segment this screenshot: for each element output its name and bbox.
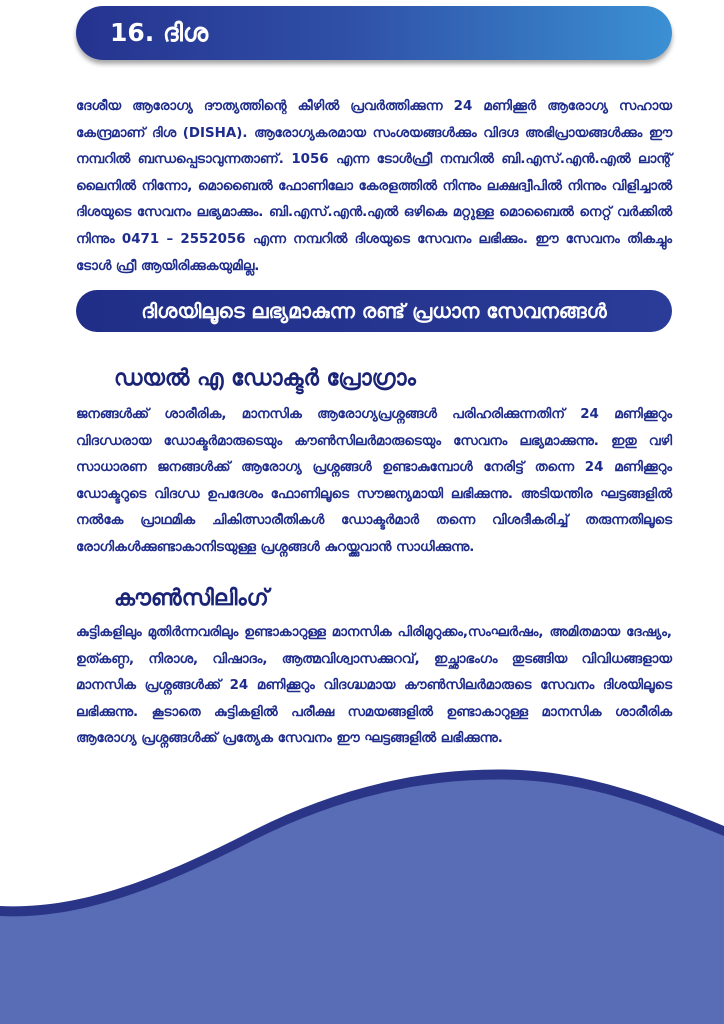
counselling-heading: കൗൺസിലിംഗ് [114, 586, 269, 611]
page-title-bar [76, 6, 672, 60]
intro-paragraph: ദേശീയ ആരോഗ്യ ദൗത്യത്തിന്റെ കീഴിൽ പ്രവർത്തിക്കുന്ന 24 മണിക്കൂർ ആരോഗ്യ സഹായ കേന്ദ്രമാണ് ദിശ (DISHA). ആരോഗ്യകരമായ സംശയങ്ങൾക്കും വിദഗ്ദ അഭിപ്രായങ്ങൾക്കും ഈ നമ്പറിൽ ബന്ധപ്പെടാവുന്നതാണ്. 1056 എന്ന ടോൾഫ്രീ നമ്പറിൽ ബി.എസ്.എൻ.എൽ ലാന്റ് ലൈനിൽ നിന്നോ, മൊബൈൽ ഫോണിലോ കേരളത്തിൽ നിന്നും ലക്ഷദ്വീപിൽ നിന്നും വിളിച്ചാൽ ദിശയുടെ സേവനം ലഭ്യമാക്കും. ബി.എസ്.എൻ.എൽ ഒഴികെ മറ്റുള്ള മൊബൈൽ നെറ്റ് വർക്കിൽ നിന്നും 0471 – 2552056 എന്ന നമ്പറിൽ ദിശയുടെ സേവനം ലഭിക്കും. ഈ സേവനം തികച്ചും ടോൾ ഫ്രീ ആയിരിക്കുകയുമില്ല. [76, 99, 672, 274]
wave-fill [0, 780, 724, 1024]
dial-a-doctor-paragraph: ജനങ്ങൾക്ക് ശാരീരിക, മാനസിക ആരോഗ്യപ്രശ്നങ്ങൾ പരിഹരിക്കുന്നതിന് 24 മണിക്കൂറും വിദഗ്ധരായ ഡോക്ടർമാരുടെയും കൗൺസിലർമാരുടെയും സേവനം ലഭ്യമാക്കുന്നു. ഇതു വഴി സാധാരണ ജനങ്ങൾക്ക് ആരോഗ്യ പ്രശ്നങ്ങൾ ഉണ്ടാകുമ്പോൾ നേരിട്ട് തന്നെ 24 മണിക്കൂറും ഡോക്ടറുടെ വിദഗ്ധ ഉപദേശം ഫോണിലൂടെ സൗജന്യമായി ലഭിക്കുന്നു. അടിയന്തിര ഘട്ടങ്ങളിൽ നൽകേ പ്രാഥമിക ചികിത്സാരീതികൾ ഡോക്ടർമാർ തന്നെ വിശദീകരിച്ച് തരുന്നതിലൂടെ രോഗികൾക്കുണ്ടാകാനിടയുള്ള പ്രശ്നങ്ങൾ കുറയ്ക്കുവാൻ സാധിക്കുന്നു. [76, 407, 672, 555]
section-heading: ദിശയിലൂടെ ലഭ്യമാകുന്ന രണ്ട് പ്രധാന സേവനങ്ങൾ [141, 299, 607, 323]
dial-a-doctor-heading: ഡയൽ എ ഡോക്ടർ പ്രോഗ്രാം [114, 366, 416, 391]
decorative-wave [0, 760, 724, 1024]
counselling-paragraph: കുട്ടികളിലും മുതിർന്നവരിലും ഉണ്ടാകാറുള്ള മാനസിക പിരിമുറുക്കം,സംഘർഷം, അമിതമായ ദേഷ്യം, ഉത്കണ്ഠ, നിരാശ, വിഷാദം, ആത്മവിശ്വാസക്കുറവ്, ഇച്ഛാഭംഗം തുടങ്ങിയ വിവിധങ്ങളായ മാനസിക പ്രശ്നങ്ങൾക്ക് 24 മണിക്കൂറും വിദഗ്ദ്ധമായ കൗൺസിലർമാരുടെ സേവനം ദിശയിലൂടെ ലഭിക്കുന്നു. കൂടാതെ കുട്ടികളിൽ പരീക്ഷ സമയങ്ങളിൽ ഉണ്ടാകാറുള്ള മാനസിക ശാരീരിക ആരോഗ്യ പ്രശ്നങ്ങൾക്ക് പ്രത്യേക സേവനം ഈ ഘട്ടങ്ങളിൽ ലഭിക്കുന്നു. [76, 625, 672, 747]
page-title: 16. ദിശ [110, 18, 209, 47]
section-heading-bar [76, 290, 672, 332]
